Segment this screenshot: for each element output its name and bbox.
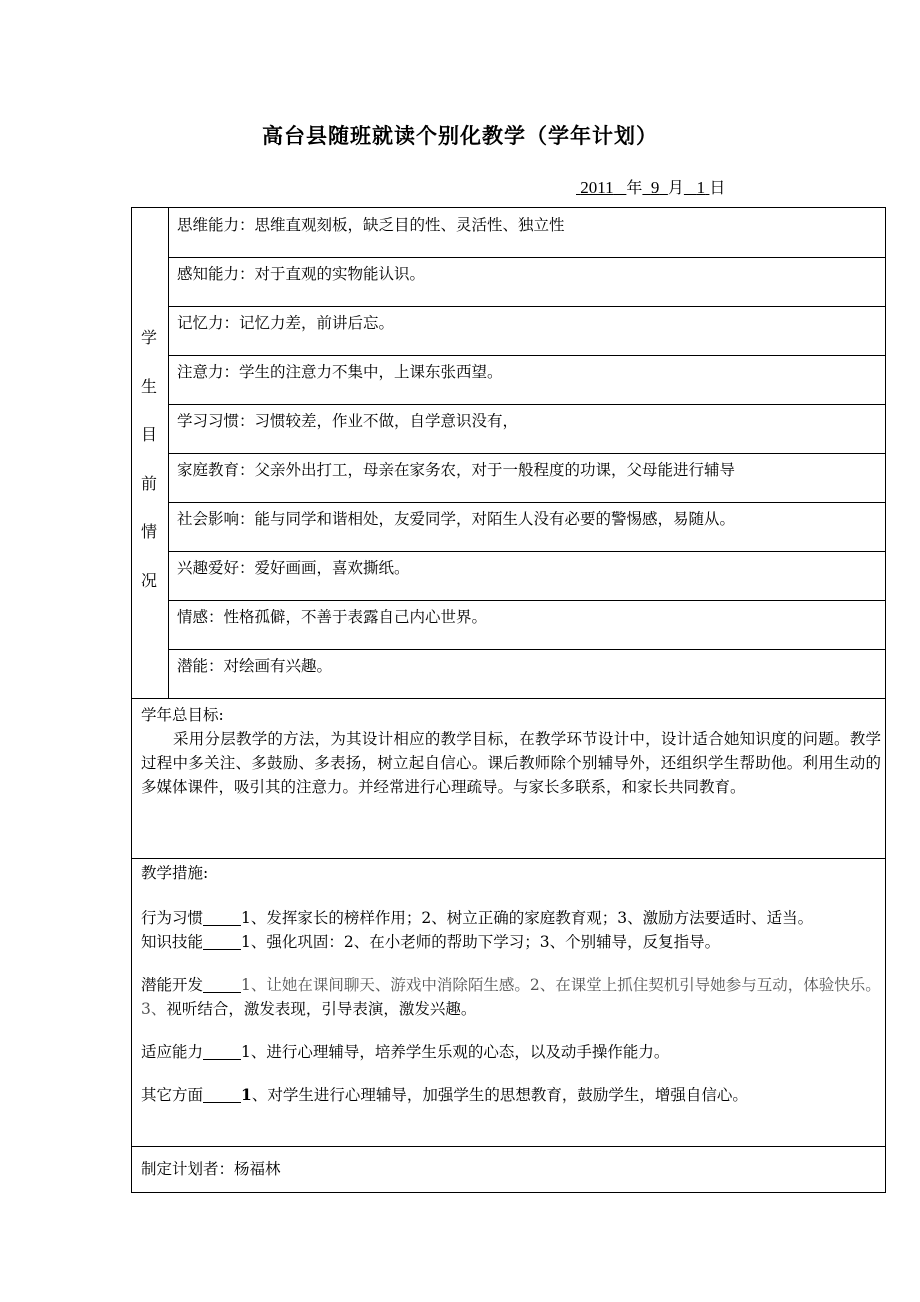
side-char: 前 (141, 474, 158, 493)
status-row-study-habits: 学习习惯：习惯较差，作业不做，自学意识没有， (177, 412, 519, 430)
plan-table (131, 207, 886, 1193)
row-divider (168, 551, 886, 552)
status-row-emotion: 情感：性格孤僻，不善于表露自己内心世界。 (177, 608, 488, 626)
measure-knowledge-skills: 知识技能 1、强化巩固：2、在小老师的帮助下学习；3、个别辅导，反复指导。 (141, 933, 721, 951)
measure-potential-development: 潜能开发 1、让她在课间聊天、游戏中消除陌生感。2、在课堂上抓住契机引导她参与互动，体验快乐。3、视听结合，激发表现，引导表演，激发兴趣。 (141, 976, 881, 1018)
annual-goal-heading: 学年总目标: (141, 706, 224, 724)
status-row-thinking: 思维能力：思维直观刻板，缺乏目的性、灵活性、独立性 (177, 216, 565, 234)
annual-goal-text: 采用分层教学的方法，为其设计相应的教学目标，在教学环节设计中，设计适合她知识度的问题。教学过程中多关注、多鼓励、多表扬，树立起自信心。课后教师除个别辅导外，还组织学生帮助他。利用生动的多媒体课件，吸引其的注意力。并经常进行心理疏导。与家长多联系，和家长共同教育。 (141, 730, 881, 796)
side-char: 目 (141, 425, 158, 444)
side-label-student-status (132, 208, 168, 698)
date-day: 1 (696, 178, 706, 197)
measure-other-aspects: 其它方面 1、对学生进行心理辅导，加强学生的思想教育，鼓励学生，增强自信心。 (141, 1085, 748, 1104)
section-divider (132, 1146, 886, 1147)
row-divider (168, 306, 886, 307)
status-row-perception: 感知能力：对于直观的实物能认识。 (177, 265, 426, 283)
measure-adaptability: 适应能力 1、进行心理辅导，培养学生乐观的心态，以及动手操作能力。 (141, 1043, 670, 1061)
row-divider (168, 649, 886, 650)
section-divider (132, 698, 886, 699)
annual-goal-section (141, 703, 881, 799)
row-divider (168, 600, 886, 601)
status-row-memory: 记忆力：记忆力差，前讲后忘。 (177, 314, 395, 332)
status-row-social-influence: 社会影响：能与同学和谐相处，友爱同学，对陌生人没有必要的警惕感，易随从。 (177, 510, 736, 528)
side-char: 情 (141, 522, 158, 541)
side-char: 生 (141, 377, 158, 396)
status-row-family-education: 家庭教育：父亲外出打工，母亲在家务农，对于一般程度的功课，父母能进行辅导 (177, 461, 736, 479)
date-month-label: 月 (667, 178, 684, 197)
date-year-label: 年 (626, 178, 643, 197)
measure-behavior-habits: 行为习惯 1、发挥家长的榜样作用；2、树立正确的家庭教育观；3、激励方法要适时、适当。 (141, 909, 814, 927)
status-row-potential: 潜能：对绘画有兴趣。 (177, 657, 333, 675)
row-divider (168, 404, 886, 405)
status-row-attention: 注意力：学生的注意力不集中，上课东张西望。 (177, 363, 503, 381)
side-char: 况 (141, 571, 158, 590)
date-month: 9 (650, 178, 660, 197)
date-line (576, 175, 725, 198)
side-char: 学 (141, 328, 158, 347)
row-divider (168, 502, 886, 503)
status-row-interests: 兴趣爱好：爱好画画，喜欢撕纸。 (177, 559, 410, 577)
date-year: 2011 (580, 178, 614, 197)
document-title: 高台县随班就读个别化教学（学年计划） (262, 124, 658, 148)
date-day-label: 日 (709, 178, 726, 197)
teaching-measures-heading: 教学措施: (141, 864, 209, 882)
row-divider (168, 355, 886, 356)
plan-author: 制定计划者：杨福林 (141, 1160, 281, 1178)
row-divider (168, 257, 886, 258)
row-divider (168, 453, 886, 454)
section-divider (132, 858, 886, 859)
teaching-measures-section (141, 861, 883, 1107)
